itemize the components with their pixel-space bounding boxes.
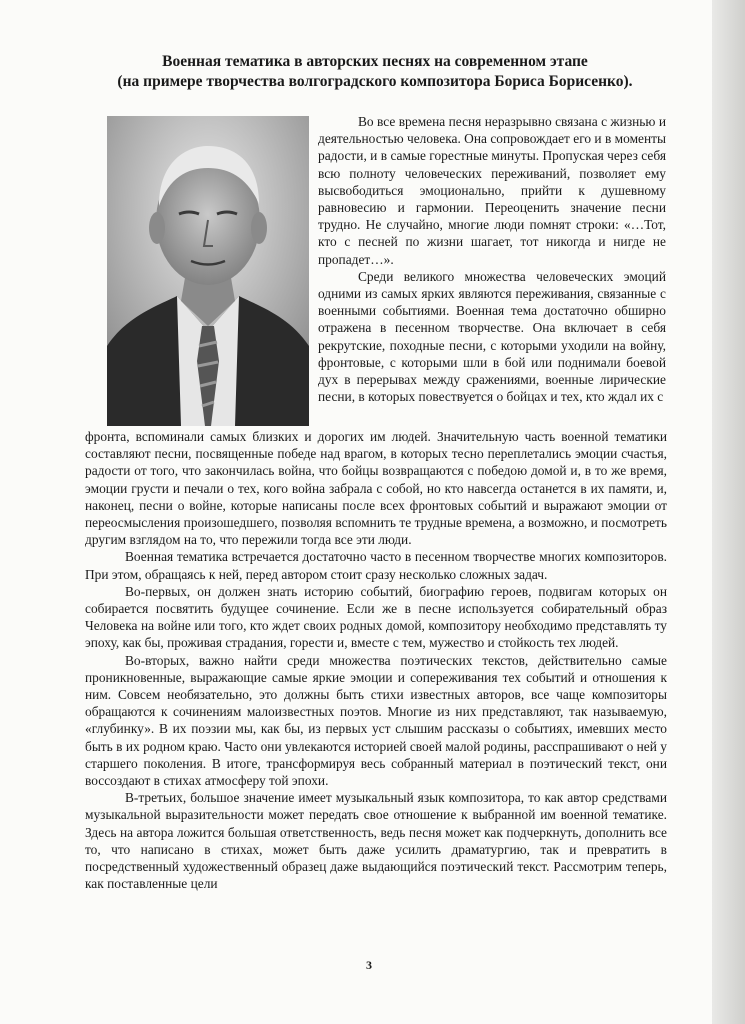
paragraph-4: Во-первых, он должен знать историю событий, биографию героев, подвигам которых он собирается посвятить будущее сочинение. Если же в песне используется собирательный образ Человека на войне или того, кто ждет своих родных домой, композитору необходимо представлять ту эпоху, как бы, проживая страдания, горести и, вместе с тем, мужество и стойкость тех людей. xyxy=(85,583,667,651)
paragraph-intro-1: Во все времена песня неразрывно связана с жизнью и деятельностью человека. Она сопровождает его и в моменты радости, и в самые горестные минуты. Пропуская через себя всю полноту человеческих переживаний, позволяет ему высвободиться эмоционально, прийти к душевному равновесию и гармонии. Переоценить значение песни трудно. Не случайно, многие люди помнят строки: «…Тот, кто с песней по жизни шагает, тот никогда и нигде не пропадет…». xyxy=(318,114,666,267)
article-title xyxy=(60,52,690,92)
paragraph-3: Военная тематика встречается достаточно часто в песенном творчестве многих композиторов. При этом, обращаясь к ней, перед автором стоит сразу несколько сложных задач. xyxy=(85,549,667,582)
title-line-2: (на примере творчества волгоградского композитора Бориса Борисенко). xyxy=(117,73,633,90)
paragraph-6: В-третьих, большое значение имеет музыкальный язык композитора, то как автор средствами музыкальной выразительности может передать свое отношение к выбранной им военной тематике. Здесь на автора ложится большая ответственность, ведь песня может как подчеркнуть, дополнить все то, что написано в стихах, может быть даже усилить драматургию, так и превратить в посредственный художественный образец даже выдающийся поэтический текст. Рассмотрим теперь, как поставленные цели xyxy=(85,790,667,892)
scanner-edge xyxy=(712,0,745,1024)
title-line-1: Военная тематика в авторских песнях на современном этапе xyxy=(162,53,588,70)
paragraph-intro-2-continued: фронта, вспоминали самых близких и дорогих им людей. Значительную часть военной тематики составляют песни, посвященные победе над врагом, в которых тесно переплетались эмоции счастья, радости от того, что закончилась война, что бойцы возвращаются с победою домой и, в то же время, эмоции грусти и печали о тех, кого война забрала с собой, но кто навсегда останется в их памяти, и, наконец, песни о войне, которые написаны после всех фронтовых событий и выражают эмоции от переосмысления произошедшего, позволяя вспомнить те трудные времена, а возможно, и посмотреть другим взглядом на то, что пережили тогда все эти люди. xyxy=(85,429,667,548)
main-text-body xyxy=(85,428,667,892)
paragraph-intro-2: Среди великого множества человеческих эмоций одними из самых ярких являются переживания, связанные с военными событиями. Военная тема достаточно обширно отражена в песенном творчестве. Она включает в себя рекрутские, походные песни, с которыми уходили на войну, фронтовые, с которыми шли в бой или поднимали боевой дух в перерывах между сражениями, военные лирические песни, в которых повествуется о бойцах и тех, кто ждал их с xyxy=(318,268,666,405)
page-number: 3 xyxy=(366,958,372,972)
author-portrait-photo xyxy=(107,116,309,426)
paragraph-5: Во-вторых, важно найти среди множества поэтических текстов, действительно самые проникновенные, выражающие самые яркие эмоции и сопереживания тех событий и отношения к ним. Совсем необязательно, это должны быть стихи известных авторов, все чаще композиторы обращаются к сочинениям малоизвестных поэтов. Многие из них представляют, так называемую, «глубинку». В их поэзии мы, как бы, из первых уст слышим рассказы о событиях, имевших место быть в их родном краю. Часто они увлекаются историей своей малой родины, расспрашивают о ней у старшего поколения. В итоге, трансформируя весь собранный материал в поэтический текст, они воссоздают в стихах атмосферу той эпохи. xyxy=(85,652,667,789)
intro-text-column xyxy=(318,113,666,405)
